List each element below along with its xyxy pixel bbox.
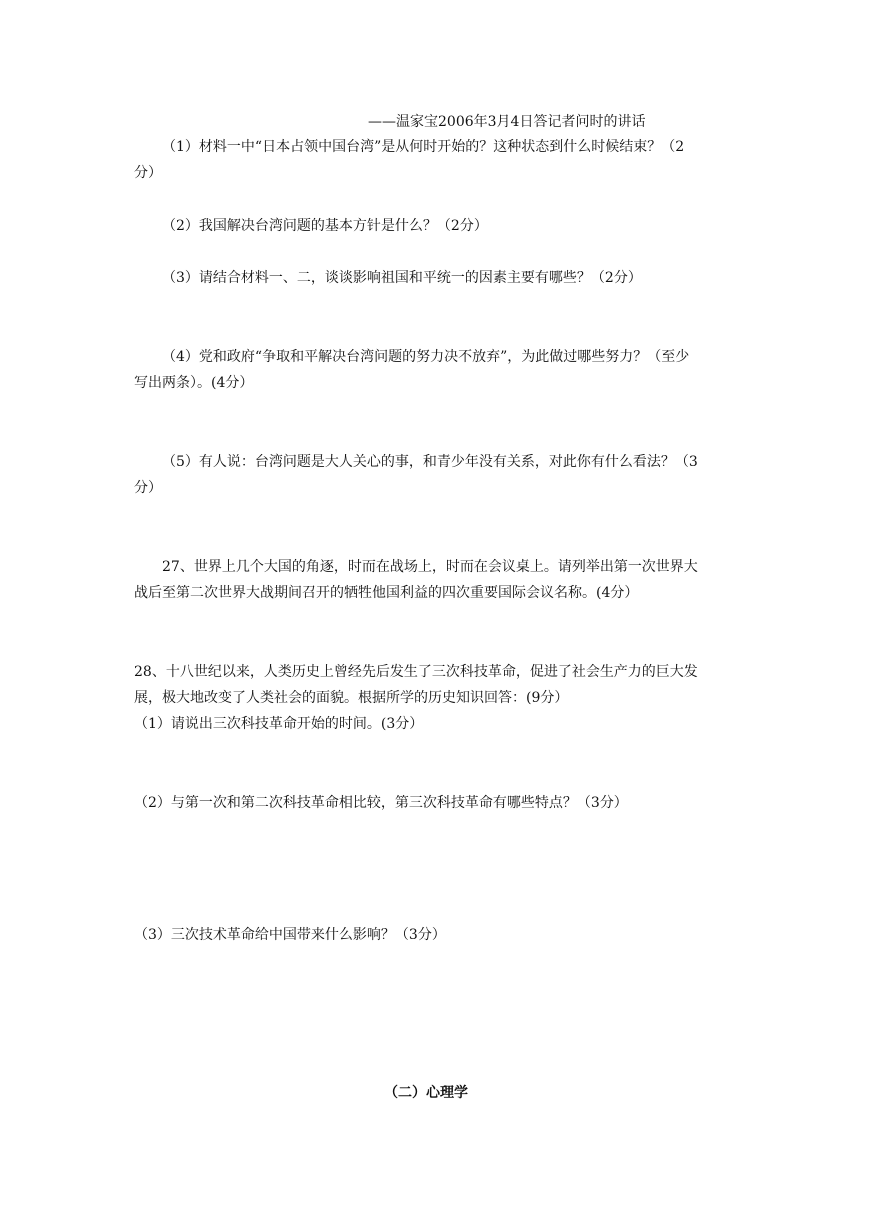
q26-sub1-line1: （1）材料一中“日本占领中国台湾”是从何时开始的？这种状态到什么时候结束？（2 (162, 139, 685, 155)
q28-sub1: （1）请说出三次科技革命开始的时间。(3分） (134, 716, 424, 732)
q26-sub3-line1: （3）请结合材料一、二，谈谈影响祖国和平统一的因素主要有哪些？（2分） (162, 270, 642, 286)
q28-line1: 28、十八世纪以来，人类历史上曾经先后发生了三次科技革命，促进了社会生产力的巨大发 (134, 664, 698, 680)
attribution: ——温家宝2006年3月4日答记者问时的讲话 (368, 114, 646, 130)
q28-line2: 展，极大地改变了人类社会的面貌。根据所学的历史知识回答：(9分） (134, 690, 569, 706)
q26-sub4-line1: （4）党和政府“争取和平解决台湾问题的努力决不放弃”，为此做过哪些努力？（至少 (162, 349, 690, 365)
q26-sub5-line2: 分） (134, 480, 162, 496)
q26-sub4-line2: 写出两条）。(4分） (134, 375, 254, 391)
q26-sub5-line1: （5）有人说：台湾问题是大人关心的事，和青少年没有关系，对此你有什么看法？（3 (162, 454, 698, 470)
section-heading: （二）心理学 (384, 1085, 468, 1101)
q27-line2: 战后至第二次世界大战期间召开的牺牲他国利益的四次重要国际会议名称。(4分） (134, 585, 639, 601)
q26-sub1-line2: 分） (134, 165, 162, 181)
q27-line1: 27、世界上几个大国的角逐，时而在战场上，时而在会议桌上。请列举出第一次世界大 (162, 559, 698, 575)
q28-sub3: （3）三次技术革命给中国带来什么影响？（3分） (134, 927, 446, 943)
q26-sub2-line1: （2）我国解决台湾问题的基本方针是什么？（2分） (162, 218, 488, 234)
q28-sub2: （2）与第一次和第二次科技革命相比较，第三次科技革命有哪些特点？（3分） (134, 795, 628, 811)
